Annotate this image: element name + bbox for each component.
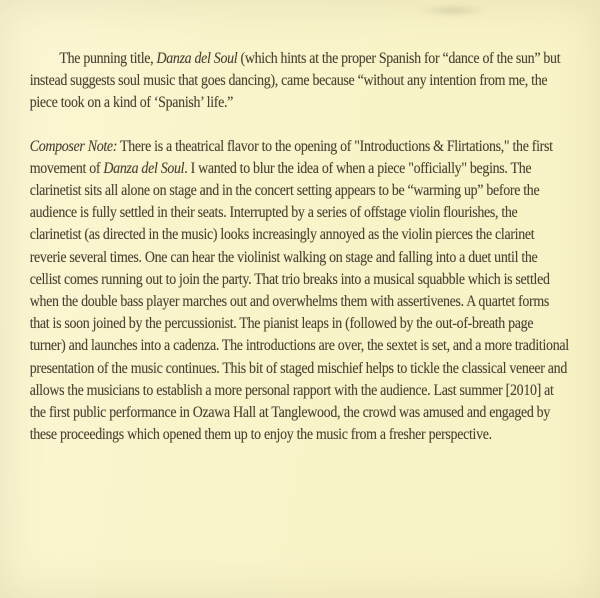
text-segment-normal: . I wanted to blur the idea of when a piece "officially" begins. The clarinetist sits all alone on stage and in the concert setting appears to be “warming up” before the audience is fully settled in their seats. Interrupted by a series of offstage violin flourishes, the clarinetist (as directed in the music) looks increasingly annoyed as the violin pierces the clarinet reverie several times. One can hear the violinist walking on stage and falling into a duet until the cellist comes running out to join the party. That trio breaks into a musical squabble which is settled when the double bass player marches out and overwhelms them with assertivenes. A quartet forms that is soon joined by the percussionist. The pianist leaps in (followed by the out-of-breath page turner) and launches into a cadenza. The introductions are over, the sextet is set, and a more traditional presentation of the music continues. This bit of staged mischief helps to tickle the classical veneer and allows the musicians to establish a more personal rapport with the audience. Last summer [2010] at the first public performance in Ozawa Hall at Tanglewood, the crowd was amused and engaged by these proceedings which opened them up to enjoy the music from a fresher perspective.: [29, 159, 569, 444]
text-segment-normal: There is a theatrical flavor to the opening of "Introductions & Flirtations," the first movement of: [29, 137, 553, 177]
text-segment-italic: Composer Note:: [29, 137, 118, 155]
text-segment-italic: Danza del Soul: [156, 50, 238, 67]
paragraph-intro: [30, 48, 570, 115]
text-segment-italic: Danza del Soul: [103, 159, 185, 177]
text-segment-normal: (which hints at the proper Spanish for “dance of the sun” but instead suggests soul music that goes dancing), came because “without any intention from me, the piece took on a kind of ‘Spanish’ life.”: [29, 50, 561, 112]
paragraph-composer-note: [30, 136, 570, 447]
text-segment-normal: The punning title,: [59, 50, 157, 67]
